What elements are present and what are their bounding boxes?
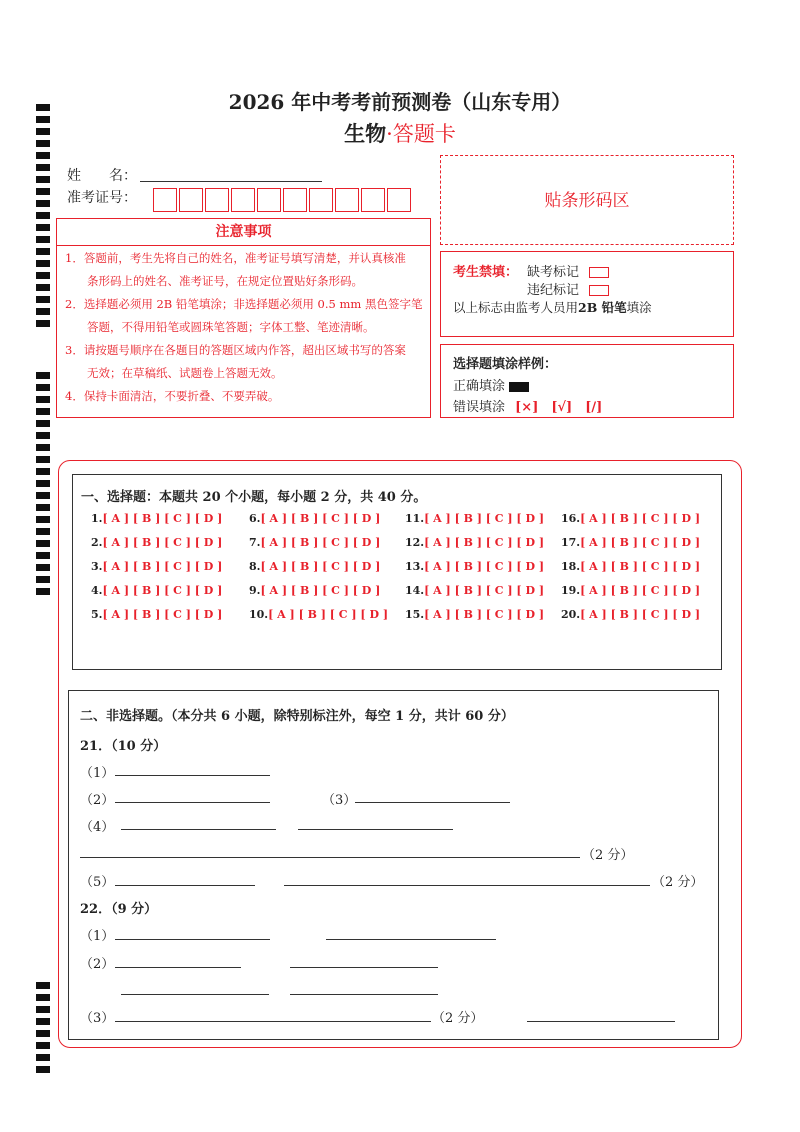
absent-checkbox xyxy=(589,267,609,278)
question-20: 20.[ A ] [ B ] [ C ] [ D ] xyxy=(561,608,701,621)
q21-4c-points: （2 分） xyxy=(582,848,634,863)
page-subtitle xyxy=(0,118,800,148)
question-19: 19.[ A ] [ B ] [ C ] [ D ] xyxy=(561,584,701,597)
forbidden-label: 考生禁填： xyxy=(453,265,519,280)
id-label: 准考证号： xyxy=(67,190,137,206)
question-6: 6.[ A ] [ B ] [ C ] [ D ] xyxy=(249,512,381,525)
notice-item: 2．选择题必须用 2B 铅笔填涂；非选择题必须用 0.5 mm 黑色签字笔 xyxy=(65,297,423,311)
name-label: 姓 名： xyxy=(67,168,137,184)
card-label: ·答题卡 xyxy=(386,122,456,146)
q21-4c-blank[interactable] xyxy=(80,857,580,858)
question-4: 4.[ A ] [ B ] [ C ] [ D ] xyxy=(91,584,223,597)
q22-title: 22．（9 分） xyxy=(80,902,158,917)
q22-part3-label: （3） xyxy=(80,1011,115,1026)
q21-part5-label: （5） xyxy=(80,875,115,890)
question-3: 3.[ A ] [ B ] [ C ] [ D ] xyxy=(91,560,223,573)
q21-3-blank[interactable] xyxy=(355,802,510,803)
notice-box xyxy=(56,218,431,418)
q22-part2-label: （2） xyxy=(80,957,115,972)
q21-1-blank[interactable] xyxy=(115,775,270,776)
question-10: 10.[ A ] [ B ] [ C ] [ D ] xyxy=(249,608,389,621)
filled-mark xyxy=(509,382,529,392)
notice-item: 条形码上的姓名、准考证号，在规定位置贴好条形码。 xyxy=(87,274,363,288)
correct-sample: 正确填涂 xyxy=(453,375,529,394)
forbidden-note: 以上标志由监考人员用2B 铅笔填涂 xyxy=(453,300,652,315)
timing-marks-bottom xyxy=(36,982,50,1078)
q21-5a-blank[interactable] xyxy=(115,885,255,886)
question-14: 14.[ A ] [ B ] [ C ] [ D ] xyxy=(405,584,545,597)
question-16: 16.[ A ] [ B ] [ C ] [ D ] xyxy=(561,512,701,525)
notice-item: 3．请按题号顺序在各题目的答题区域内作答，超出区域书写的答案 xyxy=(65,343,406,357)
q22-2b-blank[interactable] xyxy=(290,967,438,968)
question-13: 13.[ A ] [ B ] [ C ] [ D ] xyxy=(405,560,545,573)
absent-label: 缺考标记 xyxy=(527,265,580,280)
name-field[interactable] xyxy=(140,181,322,182)
q21-4a-blank[interactable] xyxy=(121,829,276,830)
q21-part2-label: （2） xyxy=(80,793,115,808)
q21-5b-blank[interactable] xyxy=(284,885,650,886)
q22-1b-blank[interactable] xyxy=(326,939,496,940)
violation-mark xyxy=(527,279,609,298)
notice-item: 1．答题前，考生先将自己的姓名，准考证号填写清楚，并认真核准 xyxy=(65,251,406,265)
notice-item: 4．保持卡面清洁，不要折叠、不要弄破。 xyxy=(65,389,280,403)
question-11: 11.[ A ] [ B ] [ C ] [ D ] xyxy=(405,512,545,525)
sample-title: 选择题填涂样例： xyxy=(453,357,558,372)
choice-section xyxy=(72,474,722,670)
q21-title: 21．（10 分） xyxy=(80,739,167,754)
q21-2-blank[interactable] xyxy=(115,802,270,803)
violation-checkbox xyxy=(589,285,609,296)
question-1: 1.[ A ] [ B ] [ C ] [ D ] xyxy=(91,512,223,525)
question-5: 5.[ A ] [ B ] [ C ] [ D ] xyxy=(91,608,223,621)
wrong-sample: 错误填涂 [×] [√] [/] xyxy=(453,400,603,415)
timing-marks-middle xyxy=(36,372,50,600)
q22-1a-blank[interactable] xyxy=(115,939,270,940)
q21-5b-points: （2 分） xyxy=(652,875,704,890)
q22-3a-points: （2 分） xyxy=(432,1011,484,1026)
q21-part3-label: （3） xyxy=(322,793,357,808)
q21-part4-label: （4） xyxy=(80,820,115,835)
violation-label: 违纪标记 xyxy=(527,283,580,298)
q22-2c-blank[interactable] xyxy=(121,994,269,995)
question-18: 18.[ A ] [ B ] [ C ] [ D ] xyxy=(561,560,701,573)
subject-name: 生物 xyxy=(344,121,387,146)
question-2: 2.[ A ] [ B ] [ C ] [ D ] xyxy=(91,536,223,549)
question-17: 17.[ A ] [ B ] [ C ] [ D ] xyxy=(561,536,701,549)
barcode-area xyxy=(440,155,734,245)
page-title: 2026 年中考考前预测卷（山东专用） xyxy=(228,90,572,114)
q22-3a-blank[interactable] xyxy=(115,1021,431,1022)
q21-4b-blank[interactable] xyxy=(298,829,453,830)
q22-2a-blank[interactable] xyxy=(115,967,241,968)
section2-title: 二、非选择题。（本分共 6 小题，除特别标注外，每空 1 分，共计 60 分） xyxy=(80,709,514,724)
q21-part1-label: （1） xyxy=(80,766,115,781)
question-8: 8.[ A ] [ B ] [ C ] [ D ] xyxy=(249,560,381,573)
id-cells[interactable] xyxy=(153,188,413,216)
forbidden-box xyxy=(440,251,734,337)
q22-part1-label: （1） xyxy=(80,929,115,944)
notice-item: 答题，不得用铅笔或圆珠笔答题；字体工整、笔迹清晰。 xyxy=(87,320,375,334)
section1-title: 一、选择题：本题共 20 个小题，每小题 2 分，共 40 分。 xyxy=(81,490,427,505)
barcode-label: 贴条形码区 xyxy=(544,191,630,211)
q22-3b-blank[interactable] xyxy=(527,1021,675,1022)
question-7: 7.[ A ] [ B ] [ C ] [ D ] xyxy=(249,536,381,549)
question-12: 12.[ A ] [ B ] [ C ] [ D ] xyxy=(405,536,545,549)
sample-box xyxy=(440,344,734,418)
absent-mark xyxy=(527,261,609,280)
q22-2d-blank[interactable] xyxy=(290,994,438,995)
notice-item: 无效；在草稿纸、试题卷上答题无效。 xyxy=(87,366,283,380)
question-9: 9.[ A ] [ B ] [ C ] [ D ] xyxy=(249,584,381,597)
question-15: 15.[ A ] [ B ] [ C ] [ D ] xyxy=(405,608,545,621)
notice-heading: 注意事项 xyxy=(57,219,430,246)
